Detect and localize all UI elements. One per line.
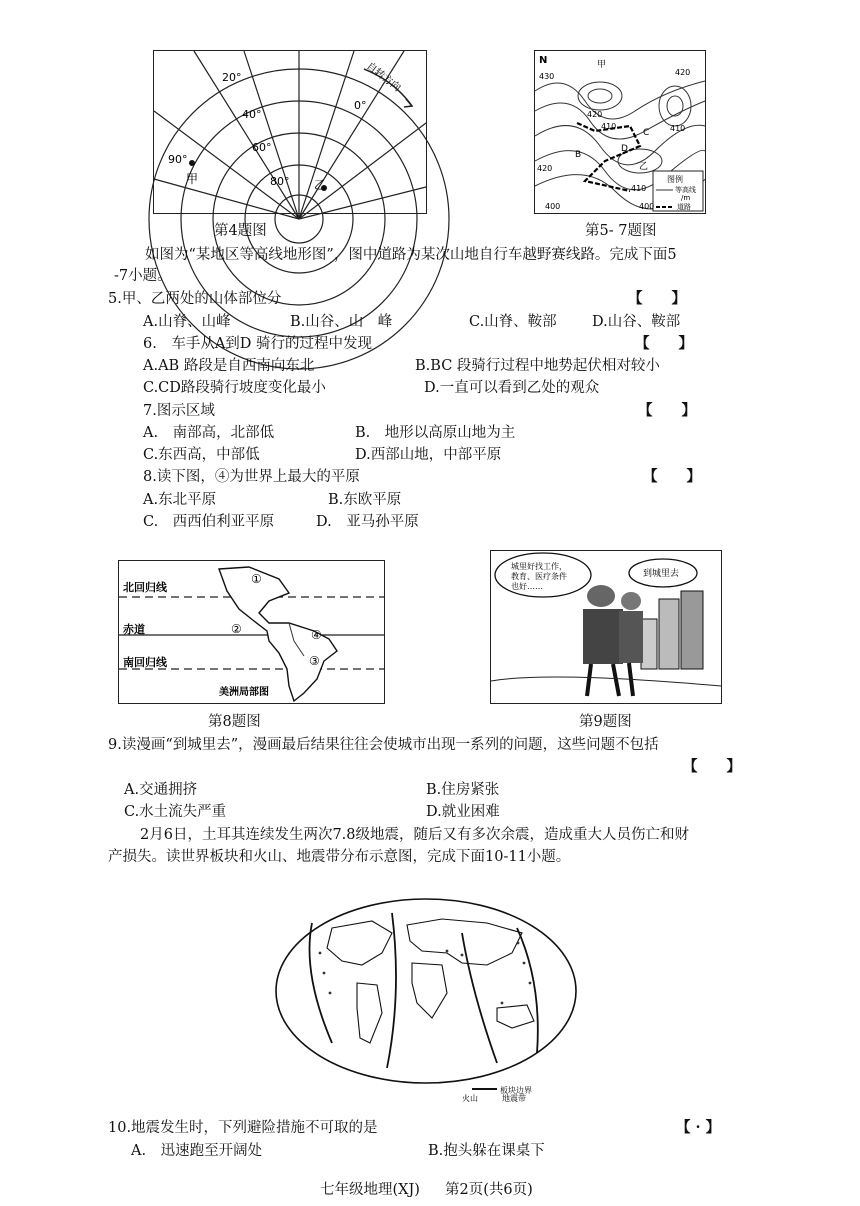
fig57-e400b: 400 bbox=[545, 202, 561, 211]
fig57-e430: 430 bbox=[539, 72, 555, 81]
fig57-legend-contour: 等高线 bbox=[675, 186, 696, 194]
figure-10-world-plates-map bbox=[272, 893, 580, 1103]
q8-answer-bracket: 【 】 bbox=[643, 468, 701, 485]
fig57-legend-road: 道路 bbox=[677, 203, 691, 211]
q8-option-d: D. 亚马孙平原 bbox=[316, 514, 419, 530]
fig8-equator: 赤道 bbox=[123, 623, 145, 636]
q10-option-b: B.抱头躲在课桌下 bbox=[428, 1143, 545, 1159]
fig9-bubble1-line1: 城里好找工作， bbox=[511, 562, 567, 571]
q6-answer-bracket: 【 】 bbox=[635, 335, 693, 352]
q10-option-a: A. 迅速跑至开阔处 bbox=[131, 1143, 263, 1159]
fig4-lon0: 0° bbox=[354, 99, 367, 112]
q8-option-c: C. 西西伯利亚平原 bbox=[143, 514, 275, 530]
q5-stem: 5.甲、乙两处的山体部位分 bbox=[108, 291, 282, 307]
q9-answer-bracket: 【 】 bbox=[683, 758, 741, 775]
q10-answer-bracket: 【 · 】 bbox=[676, 1119, 721, 1136]
figure-8-caption: 第8题图 bbox=[208, 714, 261, 730]
q5-option-d: D.山谷、鞍部 bbox=[592, 314, 681, 330]
footer-subject: 七年级地理(XJ) bbox=[320, 1182, 420, 1198]
fig4-lat40: 40° bbox=[242, 108, 262, 121]
fig57-legend-unit: /m bbox=[681, 194, 691, 202]
fig10-legend-quake: 地震带 bbox=[502, 1094, 526, 1103]
q5-option-b: B.山谷、山 峰 bbox=[290, 314, 393, 330]
intro-10-11: 2月6日，土耳其连续发生两次7.8级地震，随后又有多次余震，造成重大人员伤亡和财 bbox=[140, 827, 690, 843]
fig57-c: C bbox=[643, 128, 650, 138]
fig4-lat20: 20° bbox=[222, 71, 242, 84]
fig4-rotation: 自转方向 bbox=[364, 60, 403, 94]
fig8-n2: ② bbox=[231, 622, 242, 636]
q8-stem: 8.读下图，④为世界上最大的平原 bbox=[143, 469, 360, 485]
q7-option-d: D.西部山地，中部平原 bbox=[355, 447, 502, 463]
fig57-b: B bbox=[575, 150, 582, 160]
fig9-bubble2: 到城里去 bbox=[643, 569, 680, 579]
footer-page-number: 第2页(共6页) bbox=[445, 1182, 533, 1198]
figure-4-caption: 第4题图 bbox=[214, 223, 267, 239]
q7-answer-bracket: 【 】 bbox=[638, 402, 696, 419]
fig57-e410a: 410 bbox=[601, 122, 617, 131]
fig57-n: N bbox=[539, 55, 548, 66]
fig57-e410c: 410 bbox=[631, 184, 647, 193]
q5-option-c: C.山脊、鞍部 bbox=[469, 314, 557, 330]
q9-option-b: B.住房紧张 bbox=[426, 782, 500, 798]
fig57-e410b: 410 bbox=[670, 124, 686, 133]
fig8-n3: ③ bbox=[309, 654, 320, 668]
figure-9-cartoon bbox=[490, 550, 722, 704]
q8-option-a: A.东北平原 bbox=[143, 492, 217, 508]
fig4-lon90: 90° bbox=[168, 153, 188, 166]
intro-5-7-cont: -7小题。 bbox=[114, 268, 172, 284]
q5-option-a: A.山脊、山峰 bbox=[143, 314, 231, 330]
figure-5-7-caption: 第5- 7题图 bbox=[585, 223, 657, 239]
q7-stem: 7.图示区域 bbox=[143, 403, 215, 419]
q10-stem: 10.地震发生时，下列避险措施不可取的是 bbox=[108, 1120, 378, 1136]
q7-option-b: B. 地形以高原山地为主 bbox=[355, 425, 516, 441]
fig8-north-tropic: 北回归线 bbox=[123, 581, 167, 594]
fig57-d: D bbox=[621, 144, 628, 154]
intro-5-7: 如图为“某地区等高线地形图”，图中道路为某次山地自行车越野赛线路。完成下面5 bbox=[145, 247, 677, 263]
q6-option-a: A.AB 路段是自西南向东北 bbox=[143, 358, 315, 374]
q6-option-d: D.一直可以看到乙处的观众 bbox=[424, 380, 600, 396]
q9-option-a: A.交通拥挤 bbox=[124, 782, 198, 798]
fig4-jia: 甲 bbox=[186, 172, 199, 186]
fig4-lat80: 80° bbox=[270, 175, 290, 188]
fig9-bubble1-line3: 也好…… bbox=[511, 582, 543, 591]
figure-5-7-contour-map bbox=[534, 50, 706, 214]
fig8-south-tropic: 南回归线 bbox=[123, 656, 167, 669]
fig57-e420c: 420 bbox=[537, 164, 553, 173]
fig4-lat60: 60° bbox=[252, 141, 272, 154]
figure-4-polar-map bbox=[153, 50, 427, 214]
intro-10-11-cont: 产损失。读世界板块和火山、地震带分布示意图，完成下面10-11小题。 bbox=[108, 849, 571, 865]
fig57-e420b: 420 bbox=[675, 68, 691, 77]
fig57-e400: 400 bbox=[639, 202, 655, 211]
q9-stem: 9.读漫画“到城里去”，漫画最后结果往往会使城市出现一系列的问题，这些问题不包括 bbox=[108, 737, 659, 753]
q5-answer-bracket: 【 】 bbox=[628, 290, 686, 307]
figure-9-caption: 第9题图 bbox=[579, 714, 632, 730]
q9-option-d: D.就业困难 bbox=[426, 804, 500, 820]
fig8-n4: ④ bbox=[311, 628, 322, 642]
figure-8-americas-map bbox=[118, 560, 385, 704]
fig57-jia: 甲 bbox=[597, 60, 607, 70]
fig57-legend-title: 图例 bbox=[667, 175, 683, 184]
q9-option-c: C.水土流失严重 bbox=[124, 804, 227, 820]
fig4-yi: 乙 bbox=[314, 178, 327, 192]
q6-option-b: B.BC 段骑行过程中地势起伏相对较小 bbox=[415, 358, 660, 374]
fig10-legend-volcano: 火山 bbox=[462, 1094, 478, 1103]
fig10-legend-boundary: 板块边界 bbox=[500, 1086, 532, 1095]
fig9-bubble1-line2: 教育、医疗条件 bbox=[511, 572, 567, 581]
q7-option-a: A. 南部高，北部低 bbox=[143, 425, 275, 441]
fig57-yi: 乙 bbox=[639, 162, 649, 172]
q8-option-b: B.东欧平原 bbox=[328, 492, 402, 508]
fig8-title: 美洲局部图 bbox=[219, 687, 269, 698]
q7-option-c: C.东西高，中部低 bbox=[143, 447, 260, 463]
q6-stem: 6. 车手从A到D 骑行的过程中发现 bbox=[143, 336, 373, 352]
fig8-n1: ① bbox=[251, 572, 262, 586]
q6-option-c: C.CD路段骑行坡度变化最小 bbox=[143, 380, 326, 396]
fig57-e420a: 420 bbox=[587, 110, 603, 119]
